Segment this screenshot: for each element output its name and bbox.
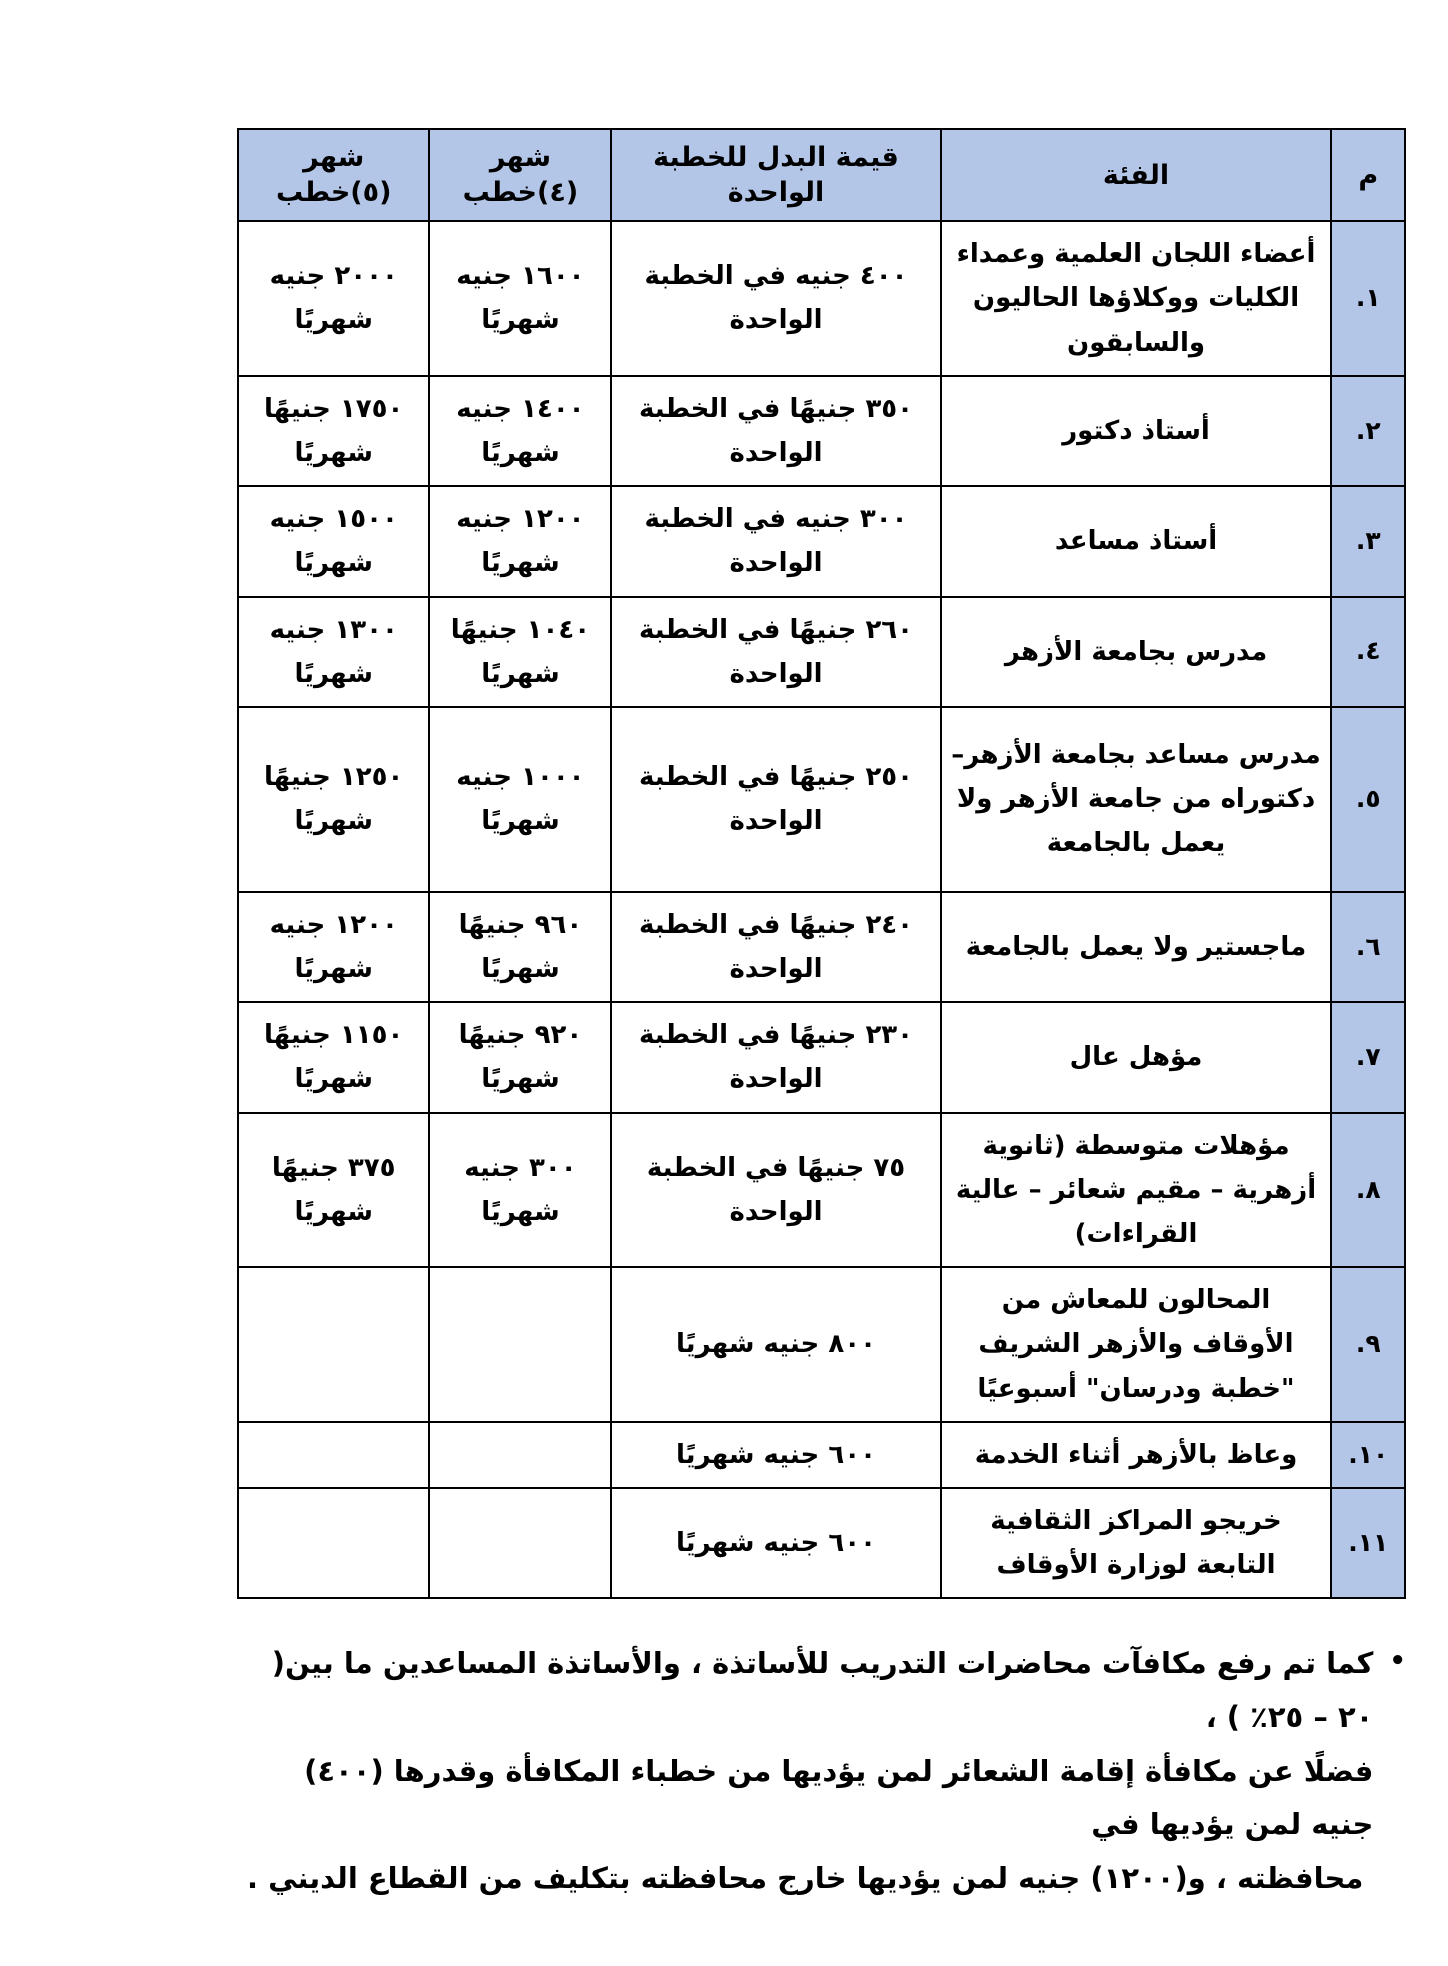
cell-num: ٢. — [1331, 376, 1405, 486]
cell-month5: ١٢٥٠ جنيهًا شهريًا — [238, 707, 429, 892]
header-month5: شهر (٥)خطب — [238, 129, 429, 221]
cell-num: ٩. — [1331, 1267, 1405, 1422]
cell-month4 — [429, 1267, 611, 1422]
cell-category: أستاذ دكتور — [941, 376, 1332, 486]
cell-category: المحالون للمعاش من الأوقاف والأزهر الشريف "خطبة ودرسان" أسبوعيًا — [941, 1267, 1332, 1422]
cell-per-sermon: ٢٥٠ جنيهًا في الخطبة الواحدة — [611, 707, 940, 892]
table-row — [238, 486, 1405, 596]
footnote-line: فضلًا عن مكافأة إقامة الشعائر لمن يؤديها من خطباء المكافأة وقدرها (٤٠٠) جنيه لمن يؤديها في — [304, 1753, 1374, 1842]
table-row — [238, 221, 1405, 376]
cell-category: خريجو المراكز الثقافية التابعة لوزارة الأوقاف — [941, 1488, 1332, 1598]
footnote-line: كما تم رفع مكافآت محاضرات التدريب للأساتذة ، والأساتذة المساعدين ما بين( ٢٠ – ٢٥٪ ) ، — [271, 1646, 1374, 1734]
header-per-sermon: قيمة البدل للخطبة الواحدة — [611, 129, 940, 221]
table-row — [238, 1113, 1405, 1268]
cell-category: أستاذ مساعد — [941, 486, 1332, 596]
cell-month5: ١١٥٠ جنيهًا شهريًا — [238, 1002, 429, 1112]
cell-month4: ١٠٠٠ جنيه شهريًا — [429, 707, 611, 892]
cell-per-sermon: ٣٠٠ جنيه في الخطبة الواحدة — [611, 486, 940, 596]
cell-category: مدرس بجامعة الأزهر — [941, 597, 1332, 707]
cell-month5: ١٥٠٠ جنيه شهريًا — [238, 486, 429, 596]
cell-num: ٥. — [1331, 707, 1405, 892]
cell-num: ٧. — [1331, 1002, 1405, 1112]
table-row — [238, 597, 1405, 707]
cell-category: مؤهلات متوسطة (ثانوية أزهرية – مقيم شعائر – عالية القراءات) — [941, 1113, 1332, 1268]
header-category: الفئة — [941, 129, 1332, 221]
table-row — [238, 376, 1405, 486]
cell-per-sermon: ٦٠٠ جنيه شهريًا — [611, 1488, 940, 1598]
footnote-line: محافظته ، و(١٢٠٠) جنيه لمن يؤديها خارج محافظته بتكليف من القطاع الديني . — [247, 1860, 1364, 1895]
cell-per-sermon: ٤٠٠ جنيه في الخطبة الواحدة — [611, 221, 940, 376]
header-num: م — [1331, 129, 1405, 221]
cell-category: وعاظ بالأزهر أثناء الخدمة — [941, 1422, 1332, 1488]
cell-per-sermon: ٧٥ جنيهًا في الخطبة الواحدة — [611, 1113, 940, 1268]
cell-per-sermon: ٦٠٠ جنيه شهريًا — [611, 1422, 940, 1488]
cell-per-sermon: ٢٤٠ جنيهًا في الخطبة الواحدة — [611, 892, 940, 1002]
cell-per-sermon: ٢٣٠ جنيهًا في الخطبة الواحدة — [611, 1002, 940, 1112]
cell-num: ١٠. — [1331, 1422, 1405, 1488]
cell-per-sermon: ٨٠٠ جنيه شهريًا — [611, 1267, 940, 1422]
cell-per-sermon: ٣٥٠ جنيهًا في الخطبة الواحدة — [611, 376, 940, 486]
cell-num: ٦. — [1331, 892, 1405, 1002]
cell-num: ٣. — [1331, 486, 1405, 596]
cell-month4: ٣٠٠ جنيه شهريًا — [429, 1113, 611, 1268]
table-body — [238, 221, 1405, 1598]
cell-month5: ١٧٥٠ جنيهًا شهريًا — [238, 376, 429, 486]
header-row — [238, 129, 1405, 221]
footnote-text — [237, 1637, 1373, 1905]
cell-num: ١. — [1331, 221, 1405, 376]
cell-month5: ١٣٠٠ جنيه شهريًا — [238, 597, 429, 707]
table-row — [238, 707, 1405, 892]
cell-category: أعضاء اللجان العلمية وعمداء الكليات ووكلاؤها الحاليون والسابقون — [941, 221, 1332, 376]
cell-category: ماجستير ولا يعمل بالجامعة — [941, 892, 1332, 1002]
cell-month4 — [429, 1422, 611, 1488]
header-month4: شهر (٤)خطب — [429, 129, 611, 221]
cell-num: ٨. — [1331, 1113, 1405, 1268]
cell-month5: ٣٧٥ جنيهًا شهريًا — [238, 1113, 429, 1268]
cell-category: مؤهل عال — [941, 1002, 1332, 1112]
table-header — [238, 129, 1405, 221]
allowance-table — [237, 128, 1406, 1599]
cell-month4 — [429, 1488, 611, 1598]
cell-month4: ١٢٠٠ جنيه شهريًا — [429, 486, 611, 596]
cell-month5: ٢٠٠٠ جنيه شهريًا — [238, 221, 429, 376]
table-row — [238, 892, 1405, 1002]
cell-month4: ٩٦٠ جنيهًا شهريًا — [429, 892, 611, 1002]
cell-category: مدرس مساعد بجامعة الأزهر– دكتوراه من جامعة الأزهر ولا يعمل بالجامعة — [941, 707, 1332, 892]
cell-num: ٤. — [1331, 597, 1405, 707]
footnote — [237, 1637, 1406, 1905]
cell-month5: ١٢٠٠ جنيه شهريًا — [238, 892, 429, 1002]
table-row — [238, 1488, 1405, 1598]
bullet-icon: • — [1389, 1646, 1406, 1677]
cell-month4: ١٦٠٠ جنيه شهريًا — [429, 221, 611, 376]
table-row — [238, 1267, 1405, 1422]
cell-month4: ٩٢٠ جنيهًا شهريًا — [429, 1002, 611, 1112]
cell-month4: ١٠٤٠ جنيهًا شهريًا — [429, 597, 611, 707]
cell-month5 — [238, 1422, 429, 1488]
table-row — [238, 1002, 1405, 1112]
cell-month5 — [238, 1488, 429, 1598]
cell-month4: ١٤٠٠ جنيه شهريًا — [429, 376, 611, 486]
cell-num: ١١. — [1331, 1488, 1405, 1598]
cell-month5 — [238, 1267, 429, 1422]
table-row — [238, 1422, 1405, 1488]
cell-per-sermon: ٢٦٠ جنيهًا في الخطبة الواحدة — [611, 597, 940, 707]
